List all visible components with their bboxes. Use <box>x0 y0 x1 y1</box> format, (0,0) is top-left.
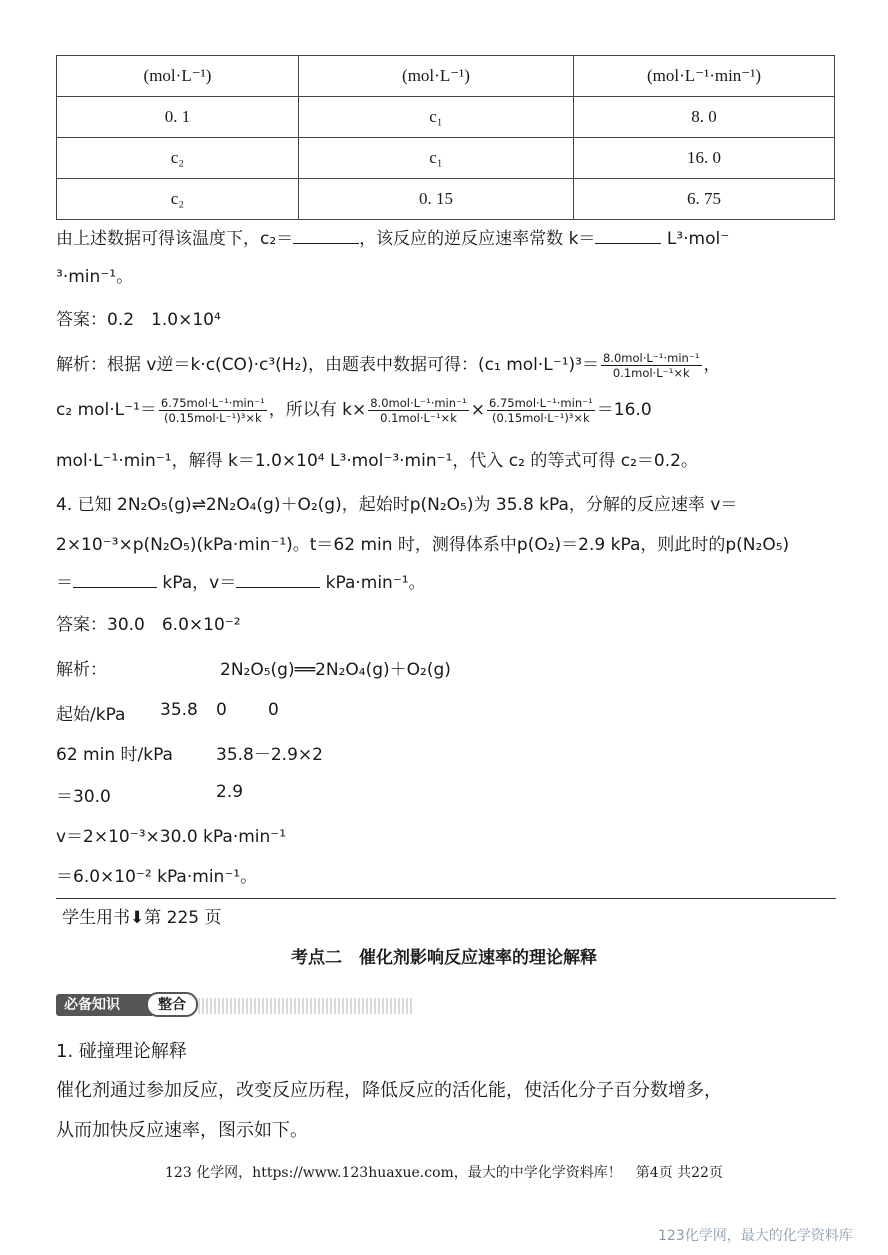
table-cell: c₂ <box>57 179 299 220</box>
q4-row1-v2: 0 <box>216 700 227 720</box>
table-cell: c₁ <box>299 138 574 179</box>
badge-integration: 整合 <box>146 992 198 1017</box>
q3-analysis-line3: mol·L⁻¹·min⁻¹，解得 k＝1.0×10⁴ L³·mol⁻³·min⁻¹，代入 c₂ 的等式可得 c₂＝0.2。 <box>56 451 698 471</box>
q4-reaction: 2N₂O₅(g)══2N₂O₄(g)＋O₂(g) <box>220 660 451 680</box>
table-header-row <box>57 56 835 97</box>
q4-answer: 答案：30.0 6.0×10⁻² <box>56 615 241 635</box>
table-cell: c₂ <box>57 138 299 179</box>
q3-stem-cont: ³·min⁻¹。 <box>56 267 134 287</box>
table-cell: 6. 75 <box>574 179 835 220</box>
q3-analysis-line1: 解析：根据 v逆＝k·c(CO)·c³(H₂)，由题表中数据可得：(c₁ mol·L⁻¹)³＝ $\frac{\text{8.0mol·L⁻¹·min⁻¹}}{\text{0.1mol·L⁻¹×k}}$ ， <box>56 350 721 380</box>
q4-row2-label: 62 min 时/kPa <box>56 745 173 765</box>
paragraph-line2: 从而加快反应速率，图示如下。 <box>56 1120 308 1141</box>
q4-row2-v1: 35.8－2.9×2 <box>216 745 323 765</box>
page-footer: 123 化学网，https://www.123huaxue.com，最大的中学化学资料库！ 第4页 共22页 <box>165 1165 723 1181</box>
watermark: 123化学网，最大的化学资料库 <box>658 1228 853 1244</box>
q4-row1-label: 起始/kPa <box>56 705 126 725</box>
down-arrow-icon: ⬇ <box>130 908 145 928</box>
badge-essential-knowledge: 必备知识 <box>56 994 152 1016</box>
table-cell: 8. 0 <box>574 97 835 138</box>
q4-stem-line3: ＝ kPa，v＝ kPa·min⁻¹。 <box>56 573 426 593</box>
table-row <box>57 97 835 138</box>
table-cell: c₁ <box>299 97 574 138</box>
fraction-2: $\frac{\text{6.75mol·L⁻¹·min⁻¹}}{\text{(0.15mol·L⁻¹)³×k}}$ <box>160 395 265 425</box>
table-cell: (mol·L⁻¹) <box>57 56 299 97</box>
q4-row1-v1: 35.8 <box>160 700 198 720</box>
q4-calc2: ＝6.0×10⁻² kPa·min⁻¹。 <box>56 867 258 887</box>
subheading-collision-theory: 1. 碰撞理论解释 <box>56 1041 187 1062</box>
table-cell: 0. 15 <box>299 179 574 220</box>
table-cell: 0. 1 <box>57 97 299 138</box>
section-divider <box>56 898 836 899</box>
q3-answer: 答案：0.2 1.0×10⁴ <box>56 310 221 330</box>
table-cell: (mol·L⁻¹·min⁻¹) <box>574 56 835 97</box>
q4-stem-line2: 2×10⁻³×p(N₂O₅)(kPa·min⁻¹)。t＝62 min 时，测得体系中p(O₂)＝2.9 kPa，则此时的p(N₂O₅) <box>56 535 790 555</box>
q4-calc1: v＝2×10⁻³×30.0 kPa·min⁻¹ <box>56 827 287 847</box>
fraction-1: $\frac{\text{8.0mol·L⁻¹·min⁻¹}}{\text{0.1mol·L⁻¹×k}}$ <box>603 350 700 380</box>
q4-analysis-label: 解析： <box>56 660 107 680</box>
book-reference: 学生用书⬇第 225 页 <box>62 908 222 928</box>
table-cell: (mol·L⁻¹) <box>299 56 574 97</box>
table-row <box>57 138 835 179</box>
fraction-3: $\frac{\text{8.0mol·L⁻¹·min⁻¹}}{\text{0.1mol·L⁻¹×k}}$ <box>370 395 467 425</box>
paragraph-line1: 催化剂通过参加反应，改变反应历程，降低反应的活化能，使活化分子百分数增多， <box>56 1080 722 1101</box>
rate-data-table <box>56 55 835 220</box>
table-row <box>57 179 835 220</box>
q4-stem-line1: 4. 已知 2N₂O₅(g)⇌2N₂O₄(g)＋O₂(g)，起始时p(N₂O₅)为 35.8 kPa，分解的反应速率 v＝ <box>56 495 738 515</box>
q4-row3-v1: ＝30.0 <box>56 787 111 807</box>
fraction-4: $\frac{\text{6.75mol·L⁻¹·min⁻¹}}{\text{(0.15mol·L⁻¹)³×k}}$ <box>488 395 593 425</box>
q4-row1-v3: 0 <box>268 700 279 720</box>
q3-stem: 由上述数据可得该温度下，c₂＝ ，该反应的逆反应速率常数 k＝ L³·mol⁻ <box>56 229 730 249</box>
q3-analysis-line2: c₂ mol·L⁻¹＝ $\frac{\text{6.75mol·L⁻¹·min⁻¹}}{\text{(0.15mol·L⁻¹)³×k}}$ ，所以有 k× $\frac{\text{8.0mol·L⁻¹·min⁻¹}}{\text{0.1mol·L⁻¹×k}}$ × $\frac{\text{6.75mol·L⁻¹·min⁻¹}}{\text{(0.15mol·L⁻¹)³×k}}$ ＝16.0 <box>56 395 652 425</box>
badge-stripe <box>198 998 414 1014</box>
q4-row3-v2: 2.9 <box>216 782 244 802</box>
table-cell: 16. 0 <box>574 138 835 179</box>
section-title: 考点二 催化剂影响反应速率的理论解释 <box>291 948 597 968</box>
